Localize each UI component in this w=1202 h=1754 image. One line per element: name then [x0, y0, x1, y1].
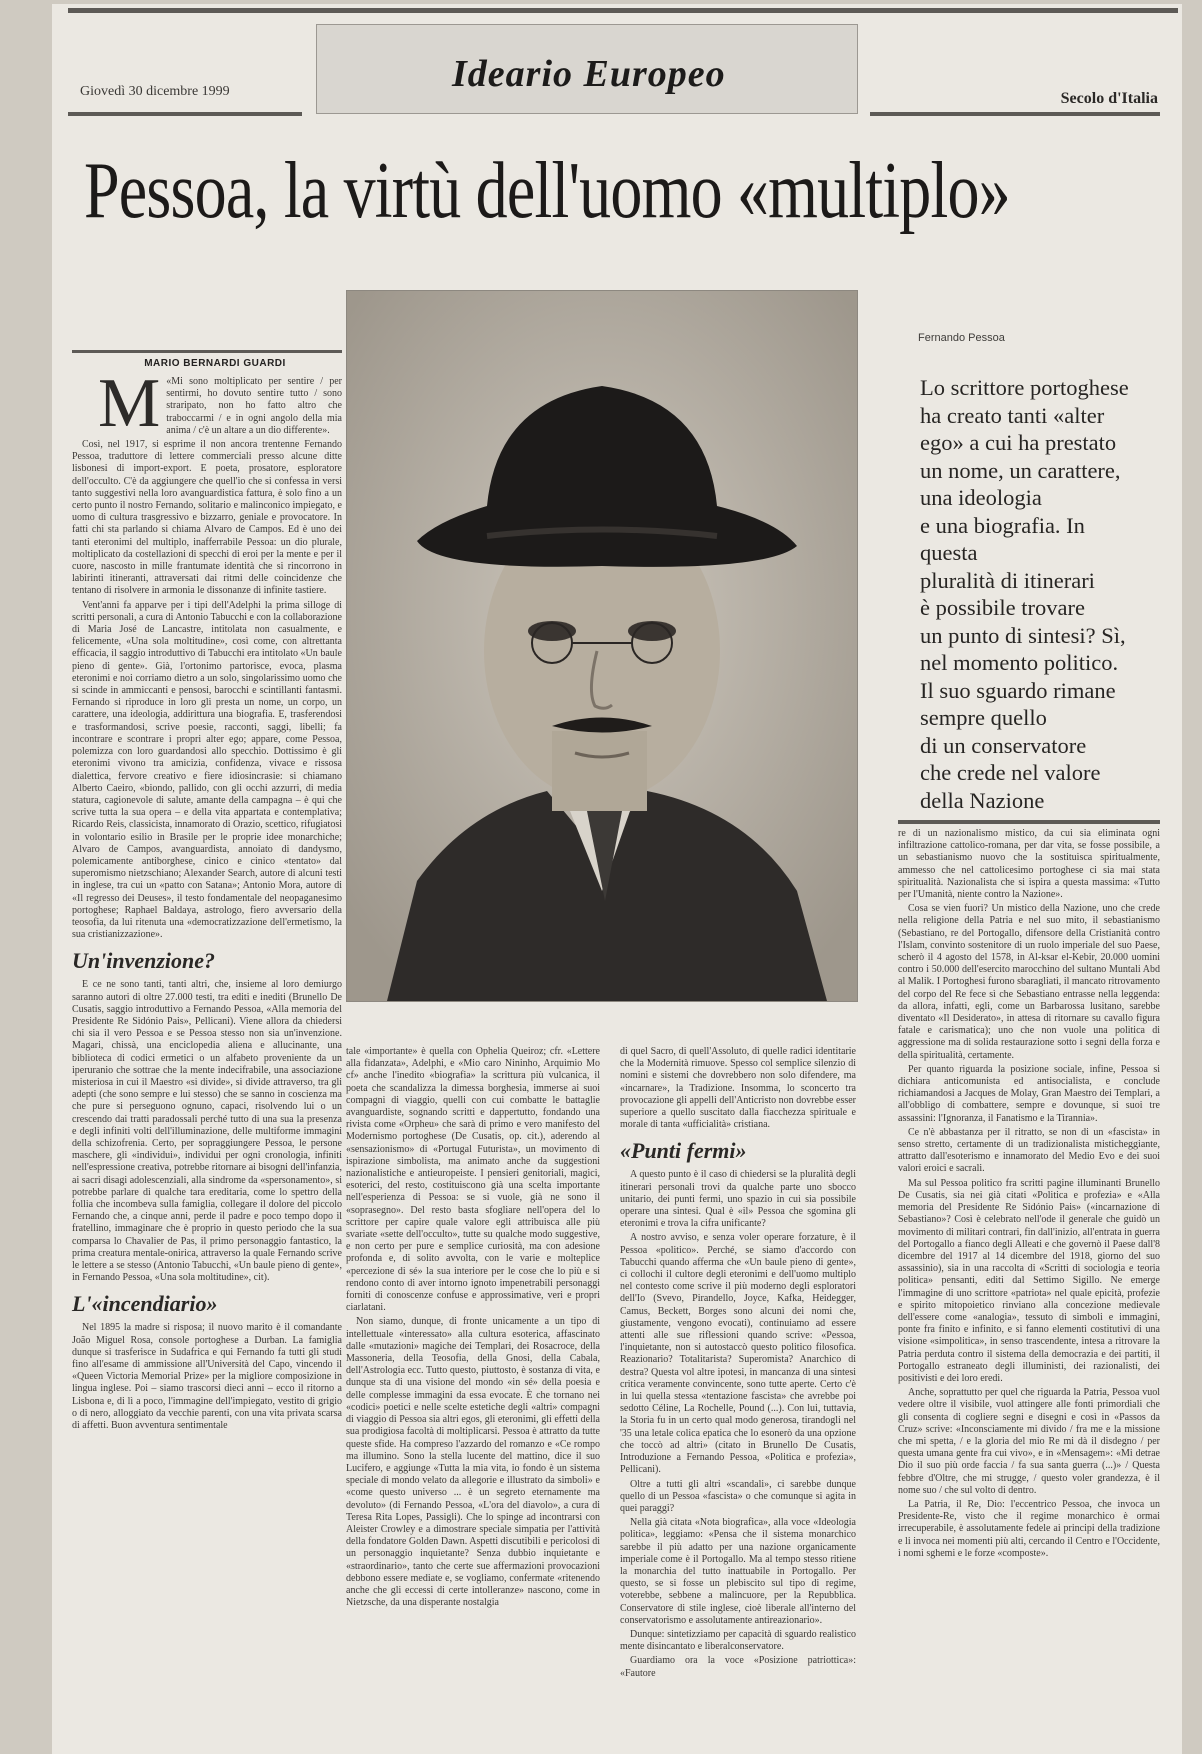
- paragraph: A nostro avviso, e senza voler operare forzature, è il Pessoa «politico». Perché, se siamo d'accordo con Tabucchi quando afferma che «Un baule pieno di gente», ci collochi il cultore degli eteronimi e dell'uomo multiplo nel contesto come scrive il più moderno degli esploratori dell'Io (Svevo, Pirandello, Joyce, Kafka, Heidegger, Camus, Beckett, Borges sono alcuni dei nomi che, giustamente, vengono evocati), continuiamo ad essere attenti alle sue riflessioni quando scrive: «Pessoa, l'inquietante, non si autostaccò questo politico filosofica. Reazionario? Totalitarista? Superomista? Anarchico di destra? Questa vol altre ipotesi, in mancanza di una sintesi critica veramente convincente, sono tutte aperte. Certo c'è in lui quella stessa «tentazione fascista» che avrebbe poi sedotto Céline, La Rochelle, Pound (...). Con lui, tuttavia, la Storia fu in un certo qual modo generosa, tirandogli nel '35 una letale colica epatica che lo esonerò da una opzione che toccò ad altri» (citato in Brunello De Cusatis, Introduzione a Fernando Pessoa, «Politica e profezia», Pellicani).: [620, 1232, 856, 1476]
- paragraph: A questo punto è il caso di chiedersi se la pluralità degli itinerari personali trovi da qualche parte uno sbocco unitario, dei punti fermi, uno spazio in cui sia possibile operare una sintesi. Qual è «il» Pessoa che sgomina gli eteronimi e trova la cifra unificante?: [620, 1169, 856, 1230]
- paragraph: Cosa se vien fuori? Un mistico della Nazione, uno che crede nella religione della Patria e nel suo mito, il sebastianismo (Sebastiano, re del Portogallo, difensore della Cristianità contro l'Islam, convinto sostenitore di un ruolo imperiale del suo Paese, scherò il 4 agosto del 1578, in Al-ksar el-Kebir, 20.000 uomini contro i 50.000 dell'esercito marocchino del sultano Muntali Abd al Malik. I Portoghesi furono sbaragliati, il mancato ritrovamento del corpo del Re fece sì che Sebastiano entrasse nella leggenda: da allora, infatti, egli, come un Barbarossa lusitano, sarebbe diventato «Il Desiderato», in attesa di ritornare su cavallo figura fatale e carismatica); uno che non vuole una politica di aggressione ma di solida restaurazione sotto i segni della forza e della spiritualità, certamente.: [898, 903, 1160, 1061]
- newspaper-name: Secolo d'Italia: [1060, 90, 1158, 107]
- subheading: Un'invenzione?: [72, 948, 216, 974]
- column-rule: [898, 820, 1160, 824]
- paragraph: di quel Sacro, di quell'Assoluto, di quelle radici identitarie che la Modernità rimuove. Spesso col semplice silenzio di nomini e sistemi che dovrebbero non solo difendere, ma «incarnare», la Tradizione. Insomma, lo sconcerto tra provocazione gli appelli dell'Anticristo non dovrebbe esser superiore a quello suscitato dalla fiacchezza spirituale e morale di tanta «ufficialità» cristiana.: [620, 1046, 856, 1131]
- paragraph: Oltre a tutti gli altri «scandali», ci sarebbe dunque quello di un Pessoa «fascista» o che comunque si agita in quei paraggi?: [620, 1478, 856, 1514]
- paragraph: Guardiamo ora la voce «Posizione patriottica»: «Fautore: [620, 1655, 856, 1679]
- subheading: «Punti fermi»: [620, 1138, 747, 1164]
- column-1: [72, 365, 342, 1434]
- photo-caption: Fernando Pessoa: [918, 332, 1005, 344]
- paragraph: Non siamo, dunque, di fronte unicamente a un tipo di intellettuale «interessato» alla cultura esoterica, affascinato dalle «mutazioni» magiche dei Templari, dei Rosacroce, della Massoneria, della Teosofia, della Gnosi, della Cabala, dell'Astrologia ecc. Tutto questo, piuttosto, è sostanza di vita, e dunque sta di una visione del mondo «in sé» della poesia e delle complesse immagini da essa evocate. È che tornano nei «codici» poetici e nelle scelte estetiche degli «altri» compagni di viaggio di Pessoa sia altri egos, gli eteronimi, gli effetti della sua prodigiosa facoltà di moltiplicarsi. Pessoa è attratto da tutte queste sfide. Ha compreso l'azzardo del romanzo e «Ce rompo ma illumino. Sono la stella lucente del mattino, dice il suo Lucifero, e aggiunge «Tutta la mia vita, io fondo è un sistema speciale di mondo velato da allegorie e illustrato da simboli» e «come questo universo ... è un segreto eternamente ma devoluto» (di Fernando Pessoa, «L'ora del diavolo», a cura di Teresa Rita Lopes, Passigli). Che lo spinge ad incontrarsi con Aleister Crowley e a dimostrare speciale simpatia per l'attività della fondatore Golden Dawn. Aspetti discutibili e pericolosi di un personaggio inquietante? Senza dubbio inquietante e «straordinario», tanto che certe sue affermazioni provocazioni debbono essere mediate e, se vogliamo, confermate «ritenendo anche che gli eccessi di certe intolleranze» nascono, come in Nietzsche, da una disperante nostalgia: [346, 1316, 600, 1609]
- issue-date: Giovedì 30 dicembre 1999: [80, 84, 230, 99]
- portrait-image: [347, 291, 857, 1001]
- paragraph: Nella già citata «Nota biografica», alla voce «Ideologia politica», leggiamo: «Pensa che il sistema monarchico sarebbe il più adatto per una nazione organicamente imperiale come è il Portogallo. Ma al tempo stesso ritiene la monarchia del tutto inattuabile in Portogallo. Per questo, se si fosse un plebiscito sul tipo di regime, voterebbe, sebbene a malincuore, per la Repubblica. Conservatore di stile inglese, cioè liberale all'interno del conservatorismo e assolutamente antireazionario».: [620, 1517, 856, 1626]
- paragraph: La Patria, il Re, Dio: l'eccentrico Pessoa, che invoca un Presidente-Re, visto che il regime monarchico è ormai irrecuperabile, è assolutamente fedele ai principi della tradizione e li invoca nei momenti più alti, cercando il Centro e l'Occidente, i nomi sghemi e le forze «composte».: [898, 1498, 1160, 1559]
- paragraph: E ce ne sono tanti, tanti altri, che, insieme al loro demiurgo saranno autori di oltre 27.000 testi, tra editi e inediti (Brunello De Cusatis, saggio introduttivo a Fernando Pessoa, «Alla memoria del Presidente Re Sidónio Pais», Pellicani). Viene allora da chiedersi chi sia il vero Pessoa e se Pessoa stesso non sia un'invenzione. Magari, chissà, una enciclopedia aliena e allucinante, una biblioteca di codici ermetici o un alfabeto proveniente da un iperuranio che sottrae che la mente indecifrabile, una associazione misteriosa in cui il Maestro «si divide», si divide attraverso, tra gli adepti (che sono sempre e lui stesso) che se sanno in coscienza ma che pure si perseguono ognuno, capaci, risolvendo lui o un crescendo dai tratti paradossali perché tutto di una sua la presenza e degli infiniti volti dell'illuminazione, delle multiforme immagini della schizofrenia. Certo, per sopraggiungere Pessoa, le persone maschere, gli «individui», individui per ogni cronologia, infiniti nell'espressione creativa, potrebbe ritornare ai bisogni dell'infanzia, ai sacri disagi adolescenziali, alla sindrome da «spersonamento», si potrebbe parlare di qualche tara ereditaria, come lo spettro della follia che incombeva sulla famiglia, collegare il dolore del piccolo Fernando che, a cinque anni, perde il padre e poco tempo dopo il fratellino, immaginare che è proprio in questo periodo che la sua comparsa lo Chavalier de Pas, il primo personaggio fantastico, la prima creatura mentale-onirica, attraverso la quale Fernando scrive le lettere a se stesso (Antonio Tabucchi, «Un baule pieno di gente», in Fernando Pessoa, «Una sola moltitudine», cit).: [72, 979, 342, 1284]
- paragraph: Per quanto riguarda la posizione sociale, infine, Pessoa si dichiara anticomunista ed antisocialista, e conclude richiamandosi a Jacques de Molay, Gran Maestro dei Templari, a all'obbligo di combattere, sempre e dovunque, si suoi tre assassini: l'Ignoranza, il Fanatismo e la Tirannia».: [898, 1063, 1160, 1124]
- intro-paragraph: «Mi sono moltiplicato per sentire / per sentirmi, ho dovuto sentire tutto / sono straripato, non ho fatto altro che traboccarmi / e in ogni angolo della mia anima / c'è un altare a un dio differente».: [166, 376, 342, 436]
- drop-cap: M: [98, 365, 161, 442]
- header-rule-right-under: [870, 112, 1160, 116]
- article-byline: MARIO BERNARDI GUARDI: [144, 358, 286, 369]
- paragraph: Nel 1895 la madre si risposa; il nuovo marito è il comandante João Miguel Rosa, console portoghese a Durban. La famiglia dunque si trasferisce in Sudafrica e qui Fernando fa tutti gli studi fino all'esame di ammissione all'Università del Capo, vincendo il «Queen Victoria Memorial Prize» per la migliore composizione in lingua inglese. Poi – siamo trascorsi dieci anni – ecco il ritorno a Lisbona e, di lì a poco, l'immagine dell'impiegato, vestito di grigio o di nero, alloggiato da vecchie parenti, con una vita privata scarsa di affetti. Buon avventura sentimentale: [72, 1322, 342, 1432]
- paragraph: Così, nel 1917, si esprime il non ancora trentenne Fernando Pessoa, traduttore di lettere commerciali presso alcune ditte lisbonesi di import-export. E poeta, prosatore, esploratore dell'occulto. C'è da aggiungere che quell'io che si confessa in versi tanto suggestivi nella loro avanguardistica fattura, è solo fino a un certo punto il nostro Fernando, solitario e malinconico impiegato, e uomo di cultura trasgressivo e bizzarro, geniale e provocatore. In fatti chi sta parlando si chiama Alvaro de Campos. Ed è uno dei tanti eteronimi del multiplo, inafferrabile Pessoa: un dio plurale, moltiplicato da costellazioni di specchi di eroi per la mente e per il cuore, nascosto in mille frantumate identità che si rincorrono in labirinti itineranti, attraversati dai ritmi delle coincidenze che tentano di risolvere in armonia le dissonanze di infinite tastiere.: [72, 439, 342, 597]
- article-headline: Pessoa, la virtù dell'uomo «multiplo»: [84, 147, 1010, 235]
- column-4: [898, 820, 1160, 1562]
- paragraph: re di un nazionalismo mistico, da cui sia eliminata ogni infiltrazione cattolico-romana, per dar vita, se fosse possibile, a un sebastianismo nuovo che la sostituisca spiritualmente, ammesso che nel cattolicesimo portoghese ci sia mai stata spiritualità. Nazionalista che si ispira a questa massima: «Tutto per l'Umanità, niente contro la Nazione».: [898, 828, 1160, 901]
- paragraph: Vent'anni fa apparve per i tipi dell'Adelphi la prima silloge di scritti personali, a cura di Antonio Tabucchi e con la collaborazione di Maria José de Lancastre, intitolata non casualmente, e felicemente, «Una sola moltitudine», così come, con altrettanta efficacia, il saggio introduttivo di Tabucchi era intitolato «Un baule pieno di gente». Già, l'ortonimo partorisce, evoca, plasma eteronimi e noi corriamo dietro a un solo, singolarissimo uomo che si scinde in ammiccanti e pensosi, barocchi e scintillanti fantasmi. Fernando si riproduce in loro gli presta un nome, un corpo, un carattere, una ideologia, addirittura una biografia. E, trasferendosi e trasformandosi, scrive poesie, racconti, saggi, libelli; fa incontrare e scontrare i propri alter ego; appare, come Pessoa, polemizza con loro guardandosi allo specchio. Dottissimo è gli eteronimi vivono tra amicizia, confidenza, vivace e rissosa dialettica, fervore creativo e fiere idiosincrasie: si chiamano Alberto Caeiro, «biondo, pallido, con gli occhi azzurri, di media statura, cagionevole di salute, amante della campagna – è qui che scrive tutta la sua opera – e della vita appartata e contemplativa; Ricardo Reis, classicista, innamorato di Orazio, scettico, rifugiatosi in volontario esilio in Brasile per le proprie idee monarchiche; Alvaro de Campos, avanguardista, annoiato di dandysmo, polemicamente antiborghese, cinico e cinico «tentato» dal superomismo nietzschiano; Alexander Search, autore di alcuni testi in inglese, tra cui un «patto con Satana»; Antonio Mora, autore di «Il regresso dei Deuses», il testo fondamentale del neopaganesimo portoghese; Raphael Baldaya, astrologo, fiero avversario della teosofia, da lui ritenuta una «democratizzazione dell'ermetismo, la sua cristianizzazione».: [72, 599, 342, 941]
- byline-rule: [72, 350, 342, 353]
- header-rule-left-under: [68, 112, 302, 116]
- paragraph: Anche, soprattutto per quel che riguarda la Patria, Pessoa vuol vedere oltre il visibile, vuol attingere alle fonti primordiali che gli consenta di cogliere segni e disegni e così in «Passos da Cruz» scrive: «Inconsciamente mi divido / fra me e la missione che mi spetta, / e la gloria del mio Re mi dà il disdegno / per questa umana gente fra cui vivo», e in «Mensagem»: «Mi detrae Dio il suo più orde faccia / fa sua santa guerra (...)» / Questa febbre d'Oltre, che mi strugge, / questo voler grandezza, è il nome suo / che sul volto di dentro.: [898, 1387, 1160, 1496]
- paragraph: Ce n'è abbastanza per il ritratto, se non di un «fascista» in senso stretto, certamente di un tradizionalista misticheggiante, attratto dall'esoterismo e innamorato del Medio Evo e dei suoi valori eroici e sacrali.: [898, 1126, 1160, 1175]
- portrait-photo: [346, 290, 858, 1002]
- paragraph: Ma sul Pessoa politico fra scritti pagine illuminanti Brunello De Cusatis, sia nei già citati «Politica e profezia» e «Alla memoria del Presidente Re Sidónio Pais» («incarnazione di Sebastiano»? Così è celebrato nell'ode il generale che guidò un movimento di militari contrari, fin dall'inizio, all'entrata in guerra del Portogallo a fianco degli Alleati e che governò il Paese dall'8 dicembre del 1917 al 14 dicembre del 1918, giorno del suo assassinio), sia in una raccolta di «Scritti di sociologia e teoria politica» pensanti, editi dal Settimo Sigillo. Ne emerge l'immagine di uno scrittore «patriota» nel quale epicità, profezie e spirito mitopoietico rinviano alla concezione medievale dell'essere come «analogia», tessuto di simboli e immagini, ponte fra finito e infinito, e si fanno elementi costitutivi di una visione «simpolitica», in senso trascendente, intesa a ritrovare la Patria perduta contro il sistema della democrazia e dei partiti, il Portogallo estraneato degli illuministi, dei razionalisti, dei positivisti e dei loro eredi.: [898, 1177, 1160, 1384]
- column-3: [620, 1046, 856, 1682]
- column-2: [346, 1046, 600, 1611]
- header-rule-left: [68, 8, 1178, 13]
- paragraph: Dunque: sintetizziamo per capacità di sguardo realistico mente disincantato e liberalconservatore.: [620, 1628, 856, 1653]
- subheading: L'«incendiario»: [72, 1291, 218, 1317]
- section-title: Ideario Europeo: [452, 53, 726, 95]
- pull-quote: Lo scrittore portoghese ha creato tanti «alter ego» a cui ha prestato un nome, un carattere, una ideologia e una biografia. In questa pluralità di itinerari è possibile trovare un punto di sintesi? Sì, nel momento politico. Il suo sguardo rimane sempre quello di un conservatore che crede nel valore della Nazione: [920, 375, 1129, 813]
- paragraph: tale «importante» è quella con Ophelia Queiroz; cfr. «Lettere alla fidanzata», Adelphi, e «Mio caro Nininho, Arquimio Mo cf» anche l'inedito «biografia» la scrittura più vulcanica, il poeta che scandalizza la dimessa borghesia, immerse ai suoi compagni di viaggio, quelli con cui combatte le battaglie avanguardiste, sognando scritti e dappertutto, fondando una rivista come «Orpheu» che sarà di primo e vero manifesto del Modernismo portoghese (De Cusatis, op. cit.), aderendo al «sensazionismo» di «Portugal Futurista», un movimento di ispirazione simbolista, ma animato anche da suggestioni nazionalistiche e antieuropeiste. I pensieri genitoriali, magici, esoterici, del resto, costituiscono già una scelta importante nell'esperienza di Pessoa: se si vuole, già ne sono il «soprasegno». Del resto basta sfogliare nell'opera del lo scrittore per capire quale valore egli attribuisca alle più svariate «sette dell'occulto», tutte su qualche modo suggestive, e non certo per pure e semplice curiosità, ma con adesione profonda e, di solito avvolta, con le varie e molteplice «percezione di sé» la sua interiore per le cose che lo più e si rendono conto di aver intorno ignoto impenetrabili personaggi forniti di conoscenze confuse e approssimative, veri e propri ciarlatani.: [346, 1046, 600, 1314]
